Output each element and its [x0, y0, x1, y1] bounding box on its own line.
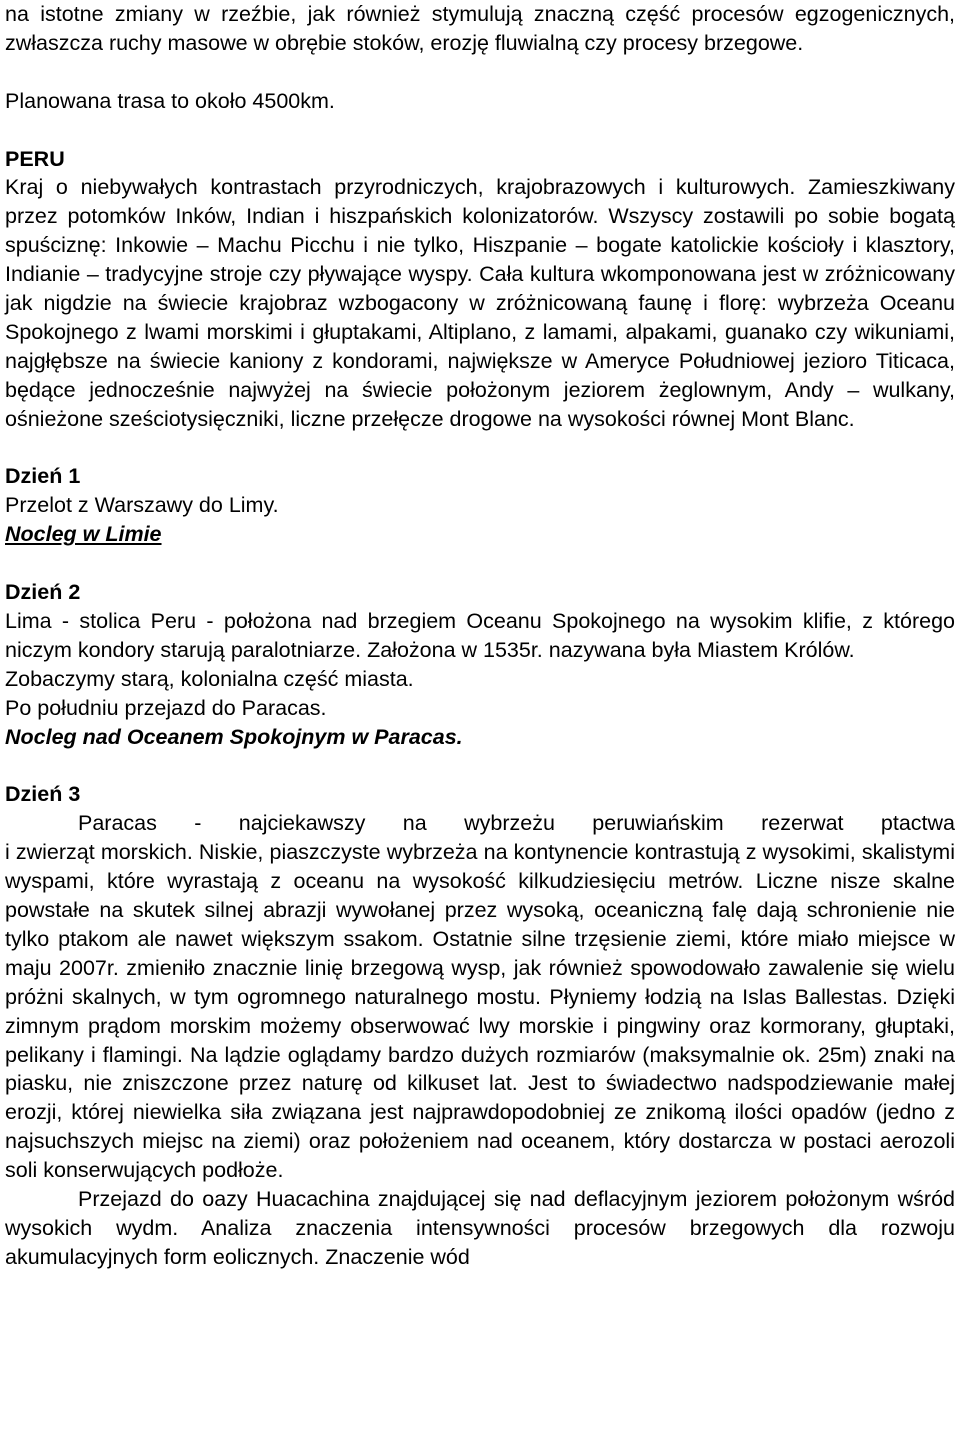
day1-heading: Dzień 1 — [5, 464, 81, 489]
day3-paracas-first-line: Paracas - najciekawszy na wybrzeżu peruwiańskim rezerwat ptactwa — [78, 811, 955, 836]
day2-old-town: Zobaczymy starą, kolonialna część miasta. — [5, 666, 414, 691]
peru-heading: PERU — [5, 146, 65, 171]
day1-flight: Przelot z Warszawy do Limy. — [5, 493, 279, 518]
day3-heading: Dzień 3 — [5, 782, 81, 807]
day3-huacachina-description: Przejazd do oazy Huacachina znajdującej się nad deflacyjnym jeziorem położonym wśród wysokich wydm. Analiza znaczenia intensywności procesów brzegowych dla rozwoju akumulacyjnych form eolicznych. Znaczenie wód — [5, 1187, 955, 1269]
day3-paracas-description: i zwierząt morskich. Niskie, piaszczyste wybrzeża na kontynencie kontrastują z wysokimi, skalistymi wyspami, które wyrastają z oceanu na wysokość kilkudziesięciu metrów. Liczne nisze skalne powstałe na skutek silnej abrazji wywołanej przez wysoką, oceaniczną falę dają schronienie nie tylko ptakom ale nawet większym ssakom. Ostatnie silne trzęsienie ziemi, które miało miejsce w maju 2007r. zmieniło znacznie linię brzegową wysp, jak również spowodowało zawalenie się wielu próżni skalnych, w tym ogromnego naturalnego mostu. Płyniemy łodzią na Islas Ballestas. Dzięki zimnym prądom morskim możemy obserwować lwy morskie i pingwiny oraz kormorany, głuptaki, pelikany i flamingi. Na lądzie oglądamy bardzo dużych rozmiarów (maksymalnie ok. 25m) znaki na piasku, nie zniszczone przez naturę od kilkuset lat. Jest to świadectwo nadspodziewanie małej erozji, której niewielka siła związana jest najprawdopodobniej ze znikomą ilości opadów (jedno z najsuchszych miejsc na ziemi) oraz położeniem nad oceanem, który dostarcza w postaci aerozoli soli konserwujących podłoże. — [5, 840, 955, 1183]
peru-description: Kraj o niebywałych kontrastach przyrodniczych, krajobrazowych i kulturowych. Zamieszkiwany przez potomków Inków, Indian i hiszpańskich kolonizatorów. Wszyscy zostawili po sobie bogatą spuściznę: Inkowie – Machu Picchu i nie tylko, Hiszpanie – bogate katolickie kościoły i klasztory, Indianie – tradycyjne stroje czy pływające wyspy. Cała kultura wkomponowana jest w zróżnicowany jak nigdzie na świecie krajobraz wzbogacony w zróżnicowaną faunę i florę: wybrzeża Oceanu Spokojnego z lwami morskimi i głuptakami, Altiplano, z lamami, alpakami, guanako czy wikuniami, najgłębsze na świecie kaniony z kondorami, największe w Ameryce Południowej jezioro Titicaca, będące jednocześnie najwyżej na świecie położonym jeziorem żeglownym, Andy – wulkany, ośnieżone sześciotysięczniki, liczne przełęcze drogowe na wysokości równej Mont Blanc. — [5, 175, 955, 431]
day2-transfer: Po południu przejazd do Paracas. — [5, 695, 327, 720]
day2-heading: Dzień 2 — [5, 580, 81, 605]
day2-lodging: Nocleg nad Oceanem Spokojnym w Paracas. — [5, 724, 463, 749]
day1-lodging: Nocleg w Limie — [5, 522, 162, 547]
route-length: Planowana trasa to około 4500km. — [5, 88, 335, 113]
intro-continuation: na istotne zmiany w rzeźbie, jak również stymulują znaczną część procesów egzogenicznych, zwłaszcza ruchy masowe w obrębie stoków, erozję fluwialną czy procesy brzegowe. — [5, 2, 955, 55]
document-page — [5, 0, 955, 1272]
day2-lima-description: Lima - stolica Peru - położona nad brzegiem Oceanu Spokojnego na wysokim klifie, z którego niczym kondory starują paralotniarze. Założona w 1535r. nazywana była Miastem Królów. — [5, 608, 955, 662]
